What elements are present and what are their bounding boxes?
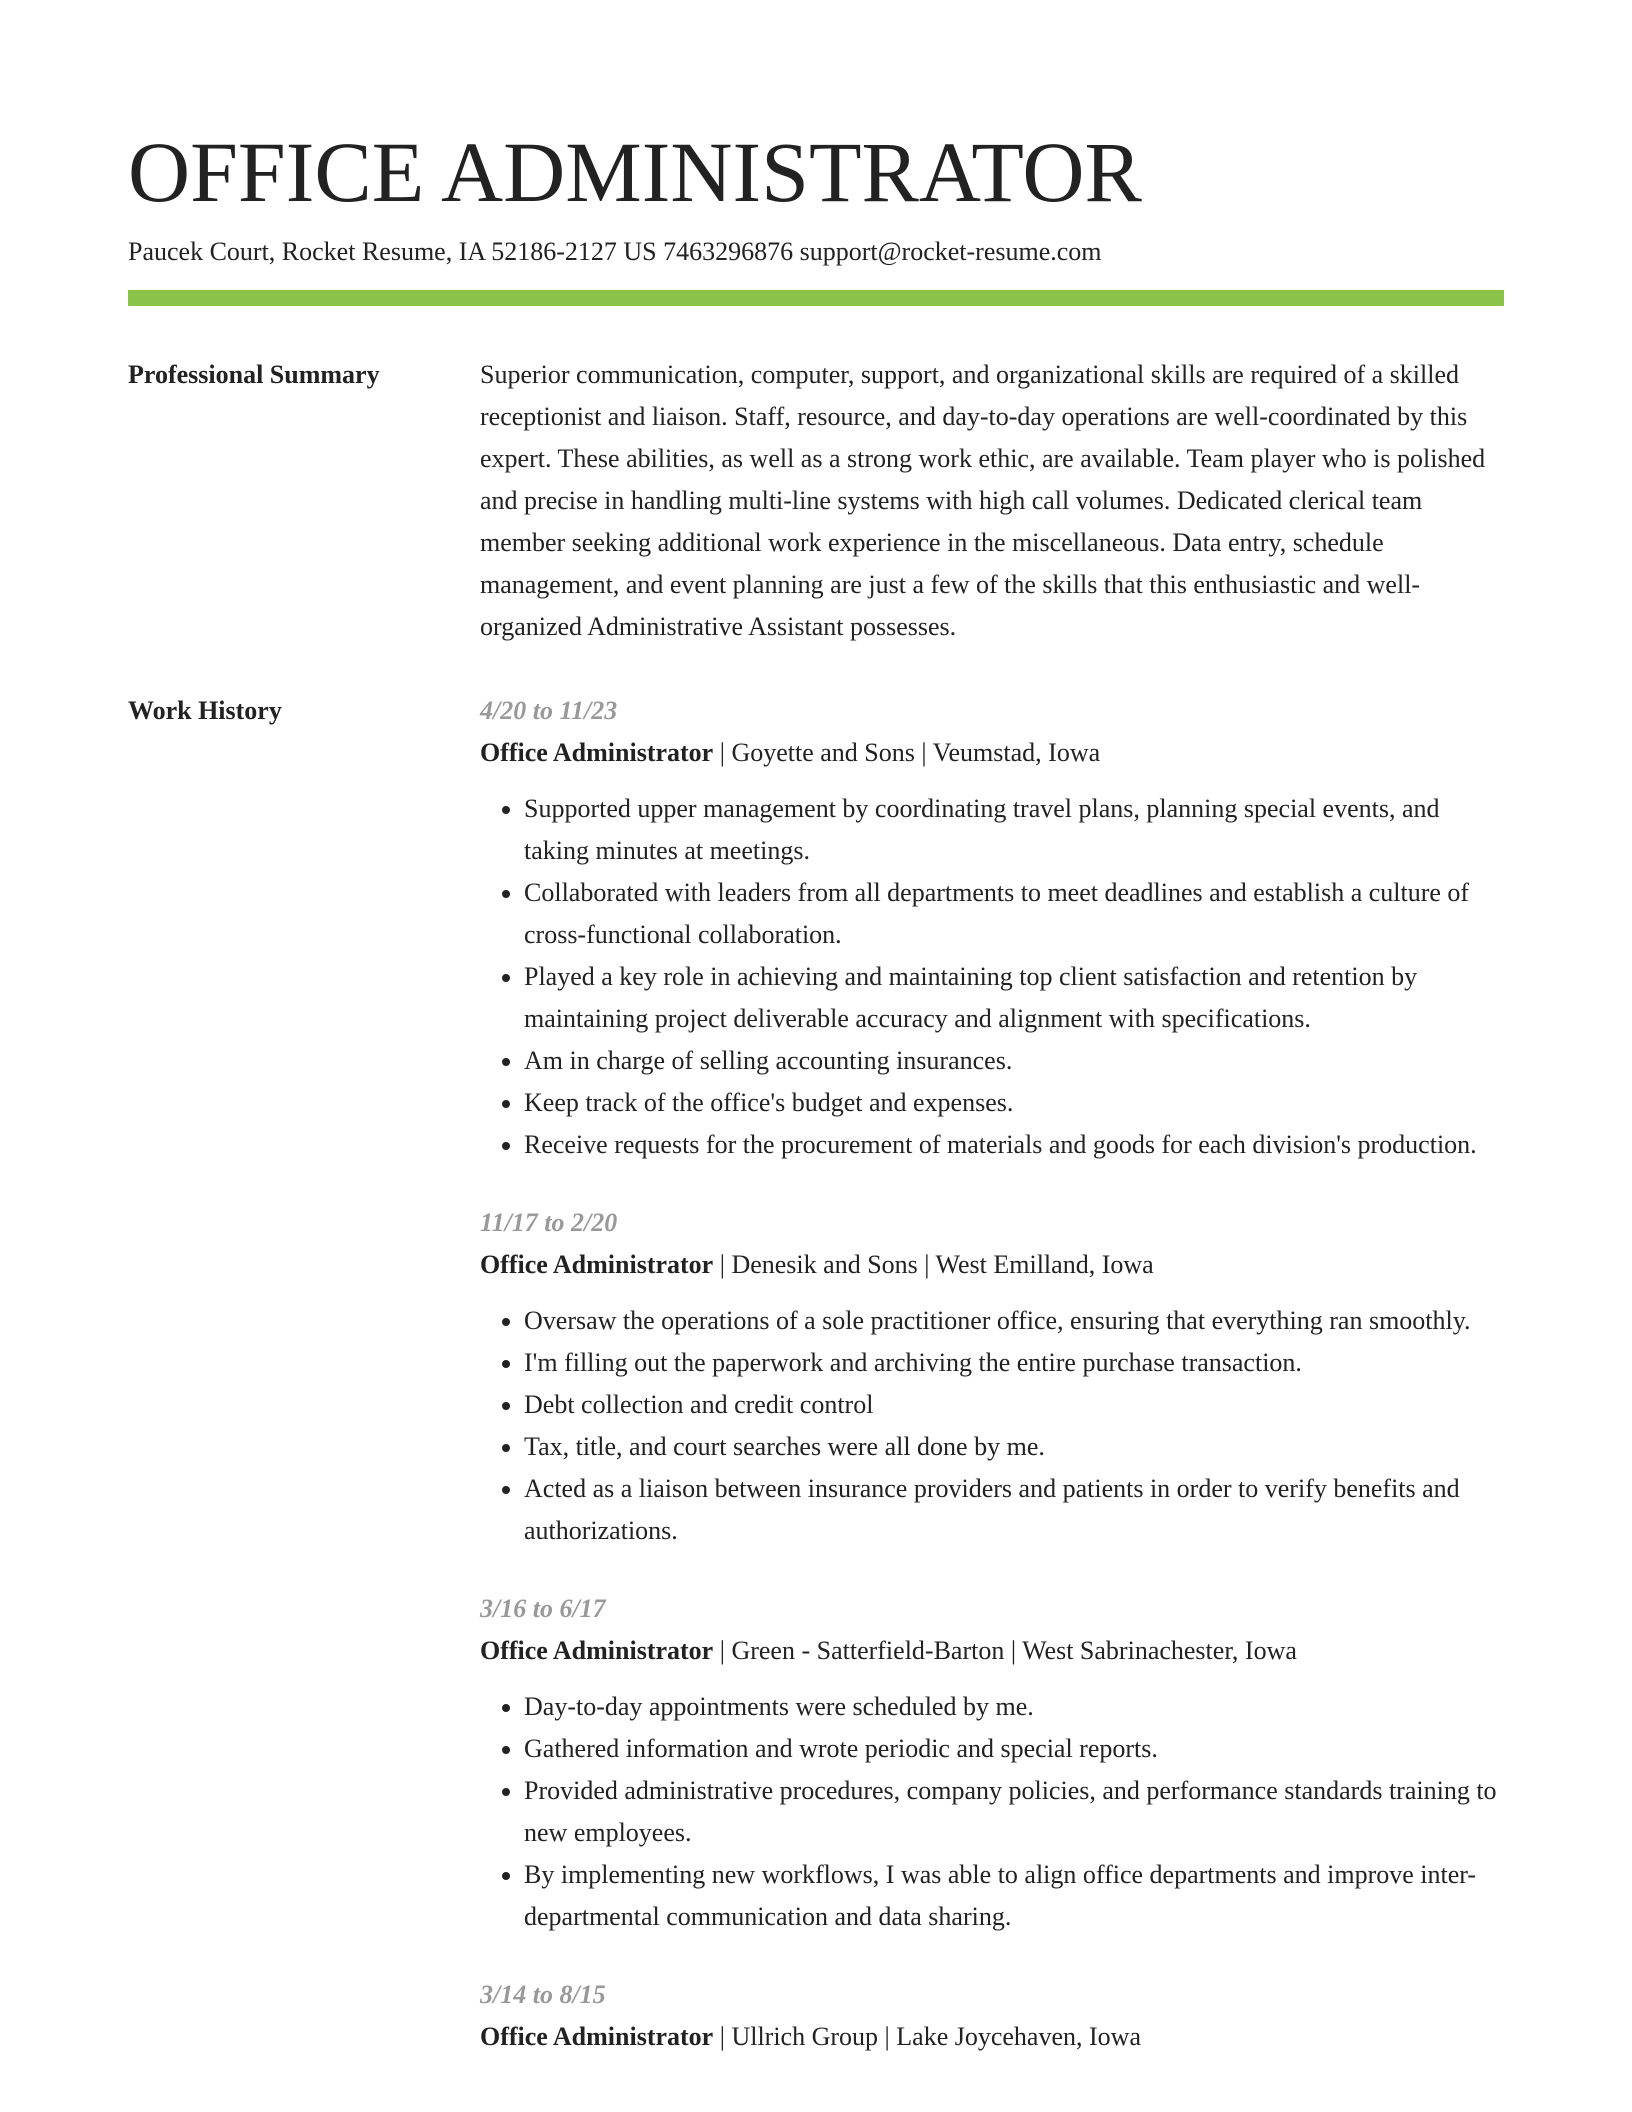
work-history-heading: Work History — [128, 696, 282, 725]
separator: | — [713, 1250, 732, 1279]
job-title: Office Administrator — [480, 738, 714, 767]
job-location: West Sabrinachester, Iowa — [1022, 1636, 1297, 1665]
summary-section — [128, 358, 1504, 648]
job-company: Goyette and Sons — [731, 738, 915, 767]
job-bullet: • Played a key role in achieving and maintaining top client satisfaction and retention by maintaining project deliverable accuracy and alignment with specifications. — [524, 956, 1504, 1040]
job-title-line — [480, 1244, 1504, 1286]
job-title: Office Administrator — [480, 1250, 714, 1279]
resume-title: OFFICE ADMINISTRATOR — [128, 124, 1142, 220]
separator: | — [713, 1636, 732, 1665]
separator: | — [878, 2022, 897, 2051]
summary-heading: Professional Summary — [128, 360, 380, 389]
job-title-line — [480, 732, 1504, 774]
job-bullet: • Gathered information and wrote periodic and special reports. — [524, 1728, 1504, 1770]
job-location: Lake Joycehaven, Iowa — [896, 2022, 1141, 2051]
separator: | — [713, 738, 732, 767]
job-bullet: • Provided administrative procedures, company policies, and performance standards training to new employees. — [524, 1770, 1504, 1854]
contact-line: Paucek Court, Rocket Resume, IA 52186-2127 US 7463296876 support@rocket-resume.com — [128, 237, 1102, 266]
job-company: Ullrich Group — [731, 2022, 879, 2051]
job-bullet: • By implementing new workflows, I was able to align office departments and improve inter-departmental communication and data sharing. — [524, 1854, 1504, 1938]
job-bullet: • Am in charge of selling accounting insurances. — [524, 1040, 1504, 1082]
work-history-list — [480, 690, 1504, 2094]
job-title: Office Administrator — [480, 2022, 714, 2051]
job-entry — [480, 1974, 1504, 2058]
work-history-section — [128, 694, 1504, 2094]
job-bullet: • Receive requests for the procurement of materials and goods for each division's production. — [524, 1124, 1504, 1166]
job-dates: 3/16 to 6/17 — [480, 1594, 606, 1623]
job-dates: 11/17 to 2/20 — [480, 1208, 618, 1237]
job-title: Office Administrator — [480, 1636, 714, 1665]
job-bullet: • Keep track of the office's budget and expenses. — [524, 1082, 1504, 1124]
job-bullet: • Supported upper management by coordinating travel plans, planning special events, and taking minutes at meetings. — [524, 788, 1504, 872]
job-dates: 3/14 to 8/15 — [480, 1980, 606, 2009]
job-bullet: • Tax, title, and court searches were all done by me. — [524, 1426, 1504, 1468]
job-title-line — [480, 1630, 1504, 1672]
job-title-line — [480, 2016, 1504, 2058]
job-dates: 4/20 to 11/23 — [480, 696, 618, 725]
separator: | — [713, 2022, 732, 2051]
header-divider — [128, 290, 1504, 306]
separator: | — [914, 738, 933, 767]
separator: | — [917, 1250, 936, 1279]
job-company: Denesik and Sons — [731, 1250, 918, 1279]
job-entry — [480, 690, 1504, 1166]
job-bullet: • I'm filling out the paperwork and archiving the entire purchase transaction. — [524, 1342, 1504, 1384]
job-bullets — [480, 1686, 1504, 1938]
job-company: Green - Satterfield-Barton — [731, 1636, 1005, 1665]
job-bullet: • Day-to-day appointments were scheduled by me. — [524, 1686, 1504, 1728]
job-bullets — [480, 1300, 1504, 1552]
job-bullet: • Debt collection and credit control — [524, 1384, 1504, 1426]
separator: | — [1004, 1636, 1023, 1665]
summary-text: Superior communication, computer, support, and organizational skills are required of a skilled receptionist and liaison. Staff, resource, and day-to-day operations are well-coordinated by this expert. These abilities, as well as a strong work ethic, are available. Team player who is polished and precise in handling multi-line systems with high call volumes. Dedicated clerical team member seeking additional work experience in the miscellaneous. Data entry, schedule management, and event planning are just a few of the skills that this enthusiastic and well-organized Administrative Assistant possesses. — [480, 360, 1486, 641]
job-location: Veumstad, Iowa — [932, 738, 1101, 767]
job-entry — [480, 1202, 1504, 1552]
job-bullet: • Oversaw the operations of a sole practitioner office, ensuring that everything ran smoothly. — [524, 1300, 1504, 1342]
job-location: West Emilland, Iowa — [935, 1250, 1154, 1279]
job-bullet: • Acted as a liaison between insurance providers and patients in order to verify benefits and authorizations. — [524, 1468, 1504, 1552]
resume-page — [128, 118, 1504, 2094]
job-bullet: • Collaborated with leaders from all departments to meet deadlines and establish a culture of cross-functional collaboration. — [524, 872, 1504, 956]
job-bullets — [480, 788, 1504, 1166]
job-entry — [480, 1588, 1504, 1938]
